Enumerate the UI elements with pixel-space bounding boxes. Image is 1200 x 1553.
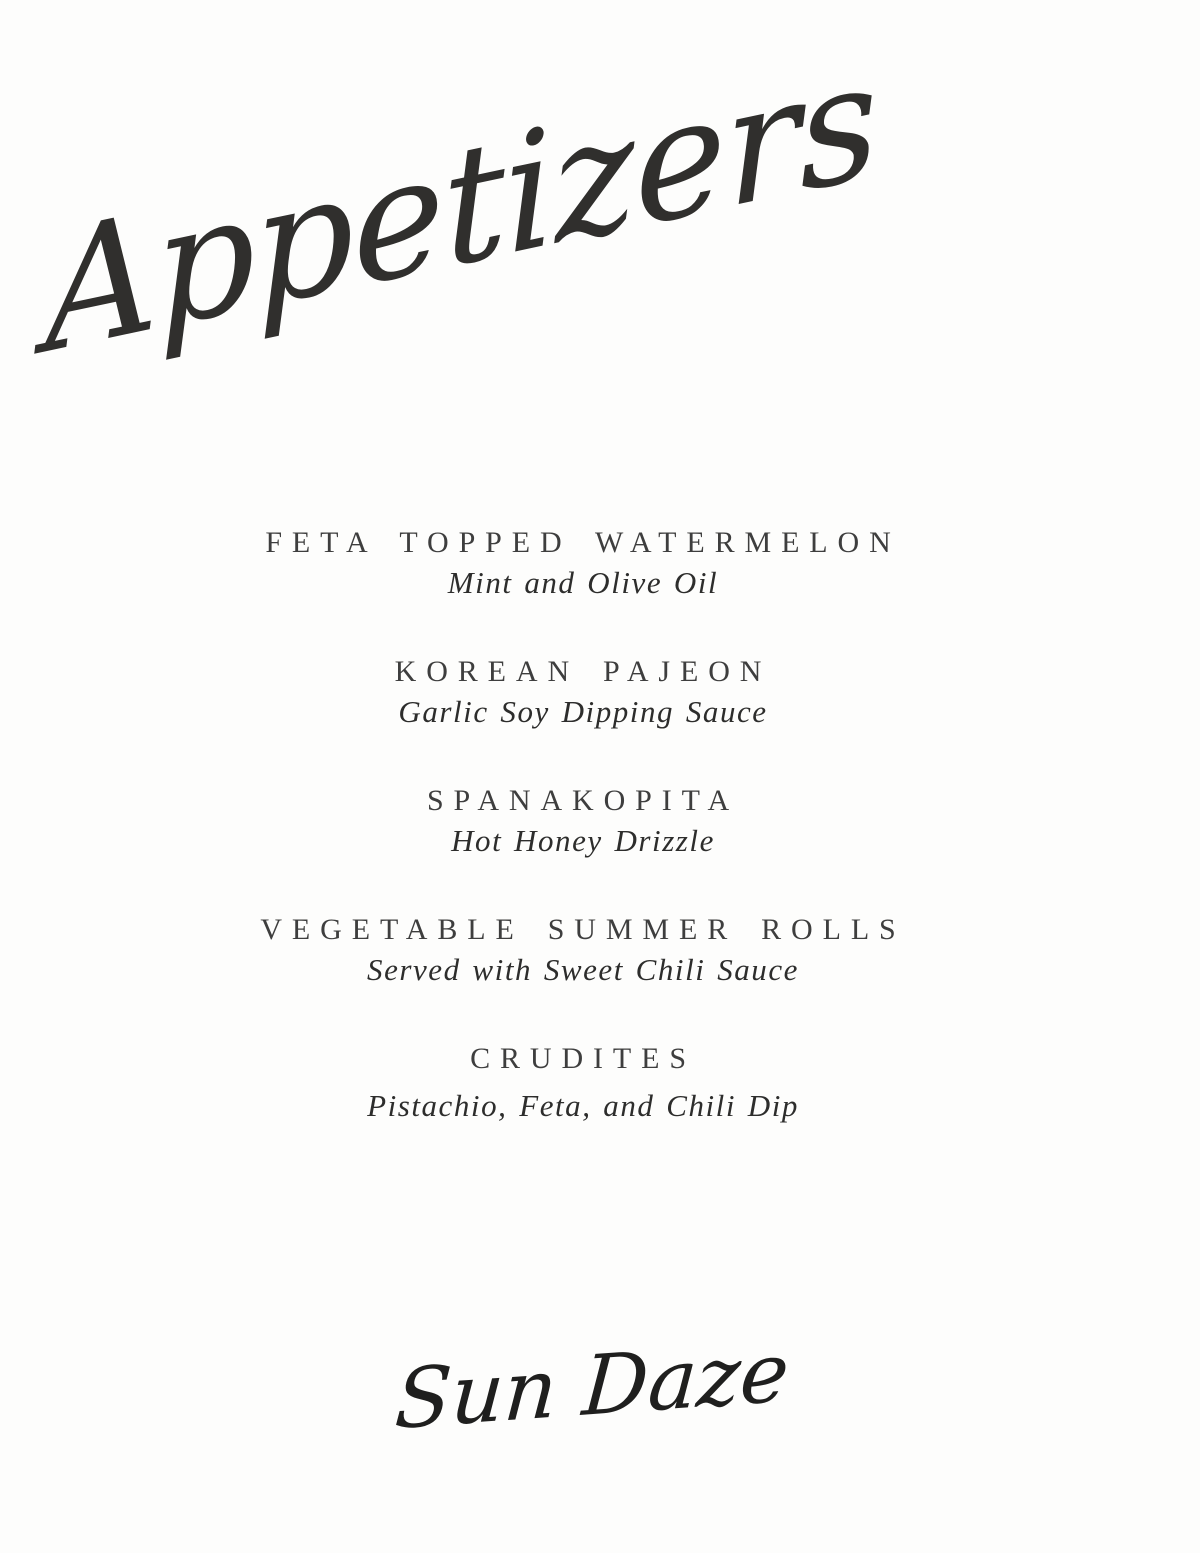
menu-item-name: SPANAKOPITA <box>426 784 740 817</box>
menu-item-description: Garlic Soy Dipping Sauce <box>398 694 768 729</box>
menu-item <box>0 652 1166 732</box>
menu-item-name: KOREAN PAJEON <box>394 655 772 688</box>
brand-signature: Sun Daze <box>392 1324 793 1449</box>
menu-item <box>0 781 1166 861</box>
menu-item <box>0 523 1166 603</box>
menu-item-description: Pistachio, Feta, and Chili Dip <box>367 1088 799 1123</box>
menu-item-description: Served with Sweet Chili Sauce <box>367 952 799 987</box>
menu-item <box>0 1039 1166 1126</box>
menu-item <box>0 910 1166 990</box>
menu-list <box>0 523 1166 1175</box>
menu-item-name: CRUDITES <box>470 1042 696 1075</box>
menu-item-name: VEGETABLE SUMMER ROLLS <box>260 913 906 946</box>
menu-item-name: FETA TOPPED WATERMELON <box>265 526 901 559</box>
page-title: Appetizers <box>38 23 882 390</box>
menu-item-description: Hot Honey Drizzle <box>451 823 715 858</box>
menu-item-description: Mint and Olive Oil <box>447 565 719 600</box>
